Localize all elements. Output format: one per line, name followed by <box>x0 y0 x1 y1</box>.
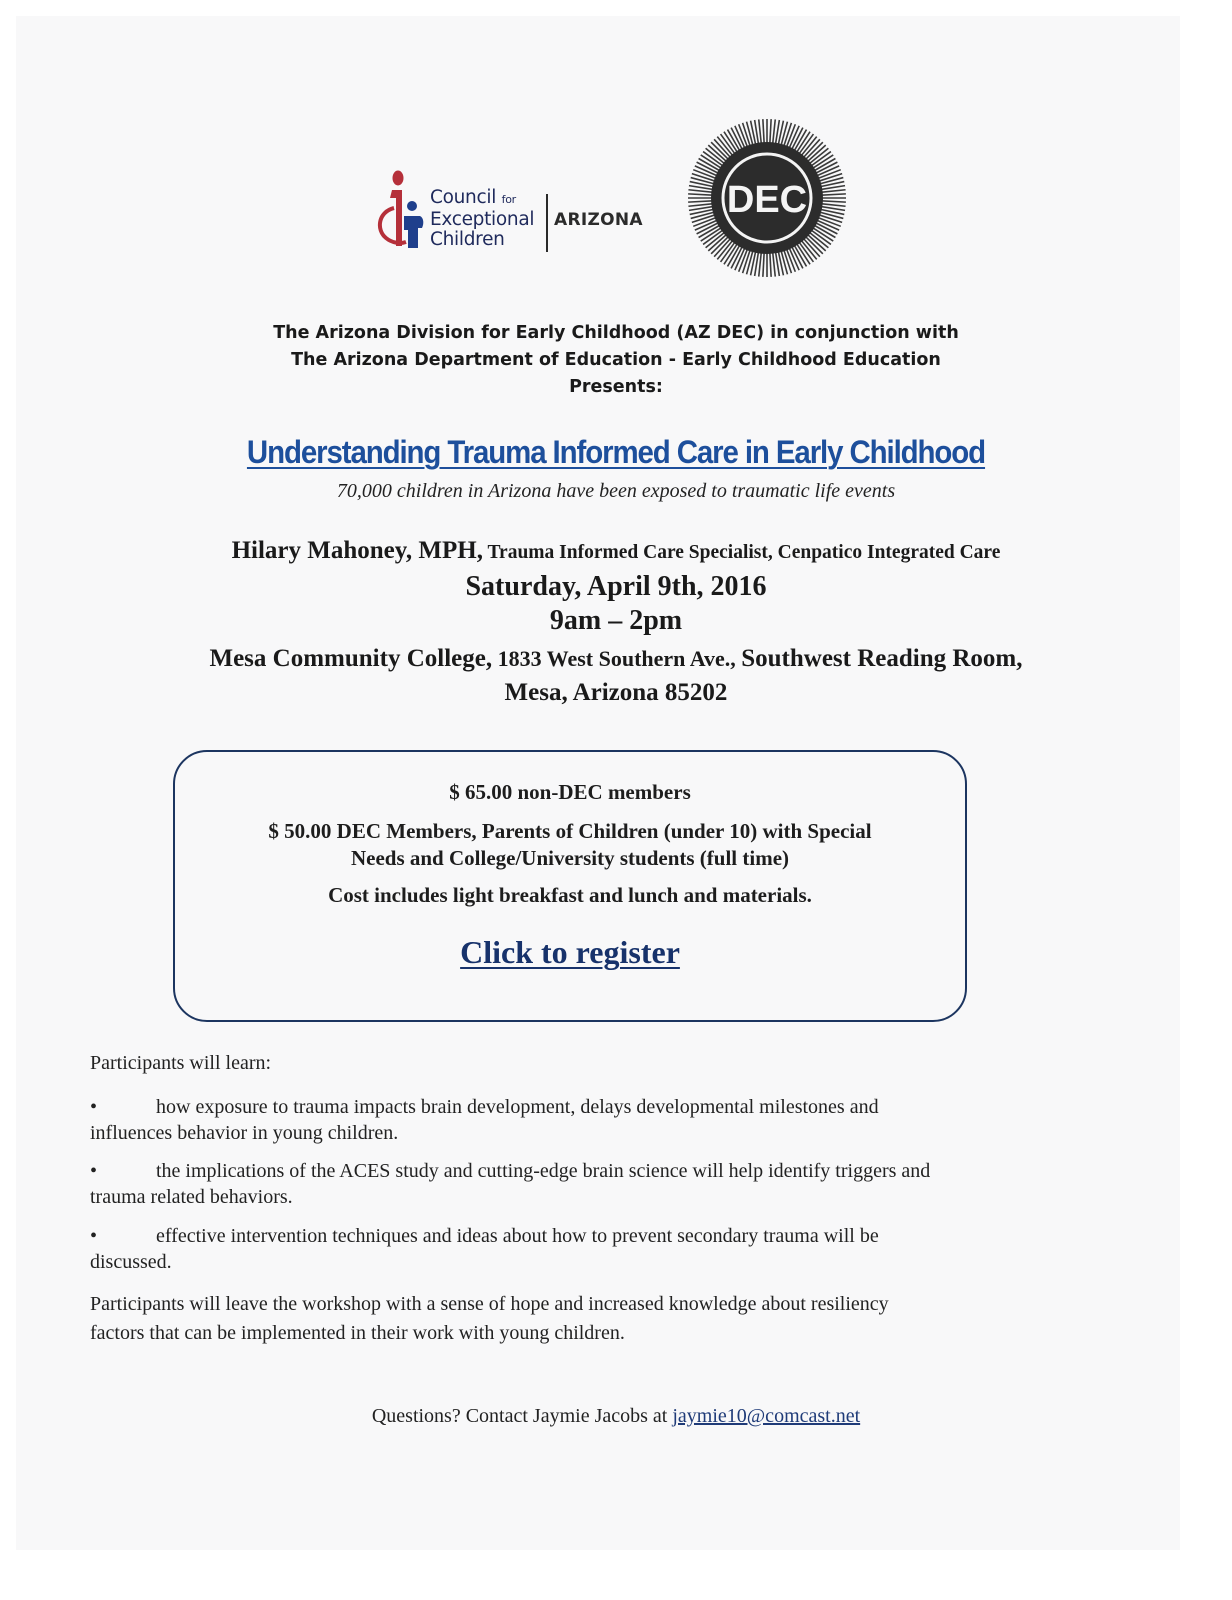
speaker-name: Hilary Mahoney, MPH, <box>231 537 483 564</box>
dec-logo <box>686 117 848 279</box>
learning-item: • the implications of the ACES study and cutting-edge brain science will help identify triggers and trauma related behaviors. <box>90 1160 931 1208</box>
bullet-icon: • <box>90 1096 98 1118</box>
logo-divider <box>546 194 548 252</box>
price-includes: Cost includes light breakfast and lunch and materials. <box>328 883 812 907</box>
contact-email-link[interactable]: jaymie10@comcast.net <box>672 1405 861 1427</box>
bullet-icon: • <box>90 1225 98 1247</box>
cec-figure-icon <box>372 168 428 254</box>
event-title: Understanding Trauma Informed Care in Early Childhood <box>246 434 986 470</box>
event-subtitle: 70,000 children in Arizona have been exposed to traumatic life events <box>336 480 896 502</box>
learning-item: • effective intervention techniques and ideas about how to prevent secondary trauma will be discussed. <box>90 1225 879 1273</box>
cec-arizona-logo <box>372 168 652 258</box>
learning-outro: Participants will leave the workshop with a sense of hope and increased knowledge about resiliency factors that can be implemented in their work with young children. <box>90 1293 889 1344</box>
svg-text:DEC: DEC <box>726 179 808 221</box>
cec-state-label: ARIZONA <box>554 210 643 230</box>
event-time: 9am – 2pm <box>549 605 683 636</box>
presenters-intro: The Arizona Division for Early Childhood (AZ DEC) in conjunction with The Arizona Department of Education - Early Childhood Education Presents: <box>273 323 959 397</box>
event-venue: Mesa Community College, 1833 West Southern Ave., Southwest Reading Room, Mesa, Arizona 85202 <box>209 645 1023 706</box>
price-non-member: $ 65.00 non-DEC members <box>449 780 691 804</box>
cec-name: Council for Exceptional Children <box>430 187 535 250</box>
dec-sunburst-icon <box>686 117 848 279</box>
learning-heading: Participants will learn: <box>90 1052 272 1074</box>
price-member: $ 50.00 DEC Members, Parents of Children (under 10) with Special Needs and College/University students (full time) <box>268 819 872 870</box>
speaker-role: Trauma Informed Care Specialist, Cenpatico Integrated Care <box>482 542 1001 563</box>
register-link[interactable]: Click to register <box>460 934 680 970</box>
event-date: Saturday, April 9th, 2016 <box>465 571 767 602</box>
bullet-icon: • <box>90 1160 98 1182</box>
learning-item: • how exposure to trauma impacts brain development, delays developmental milestones and influences behavior in young children. <box>90 1096 879 1144</box>
speaker-line <box>100 537 1132 565</box>
contact-line: Questions? Contact Jaymie Jacobs at jaymie10@comcast.net <box>371 1405 861 1427</box>
